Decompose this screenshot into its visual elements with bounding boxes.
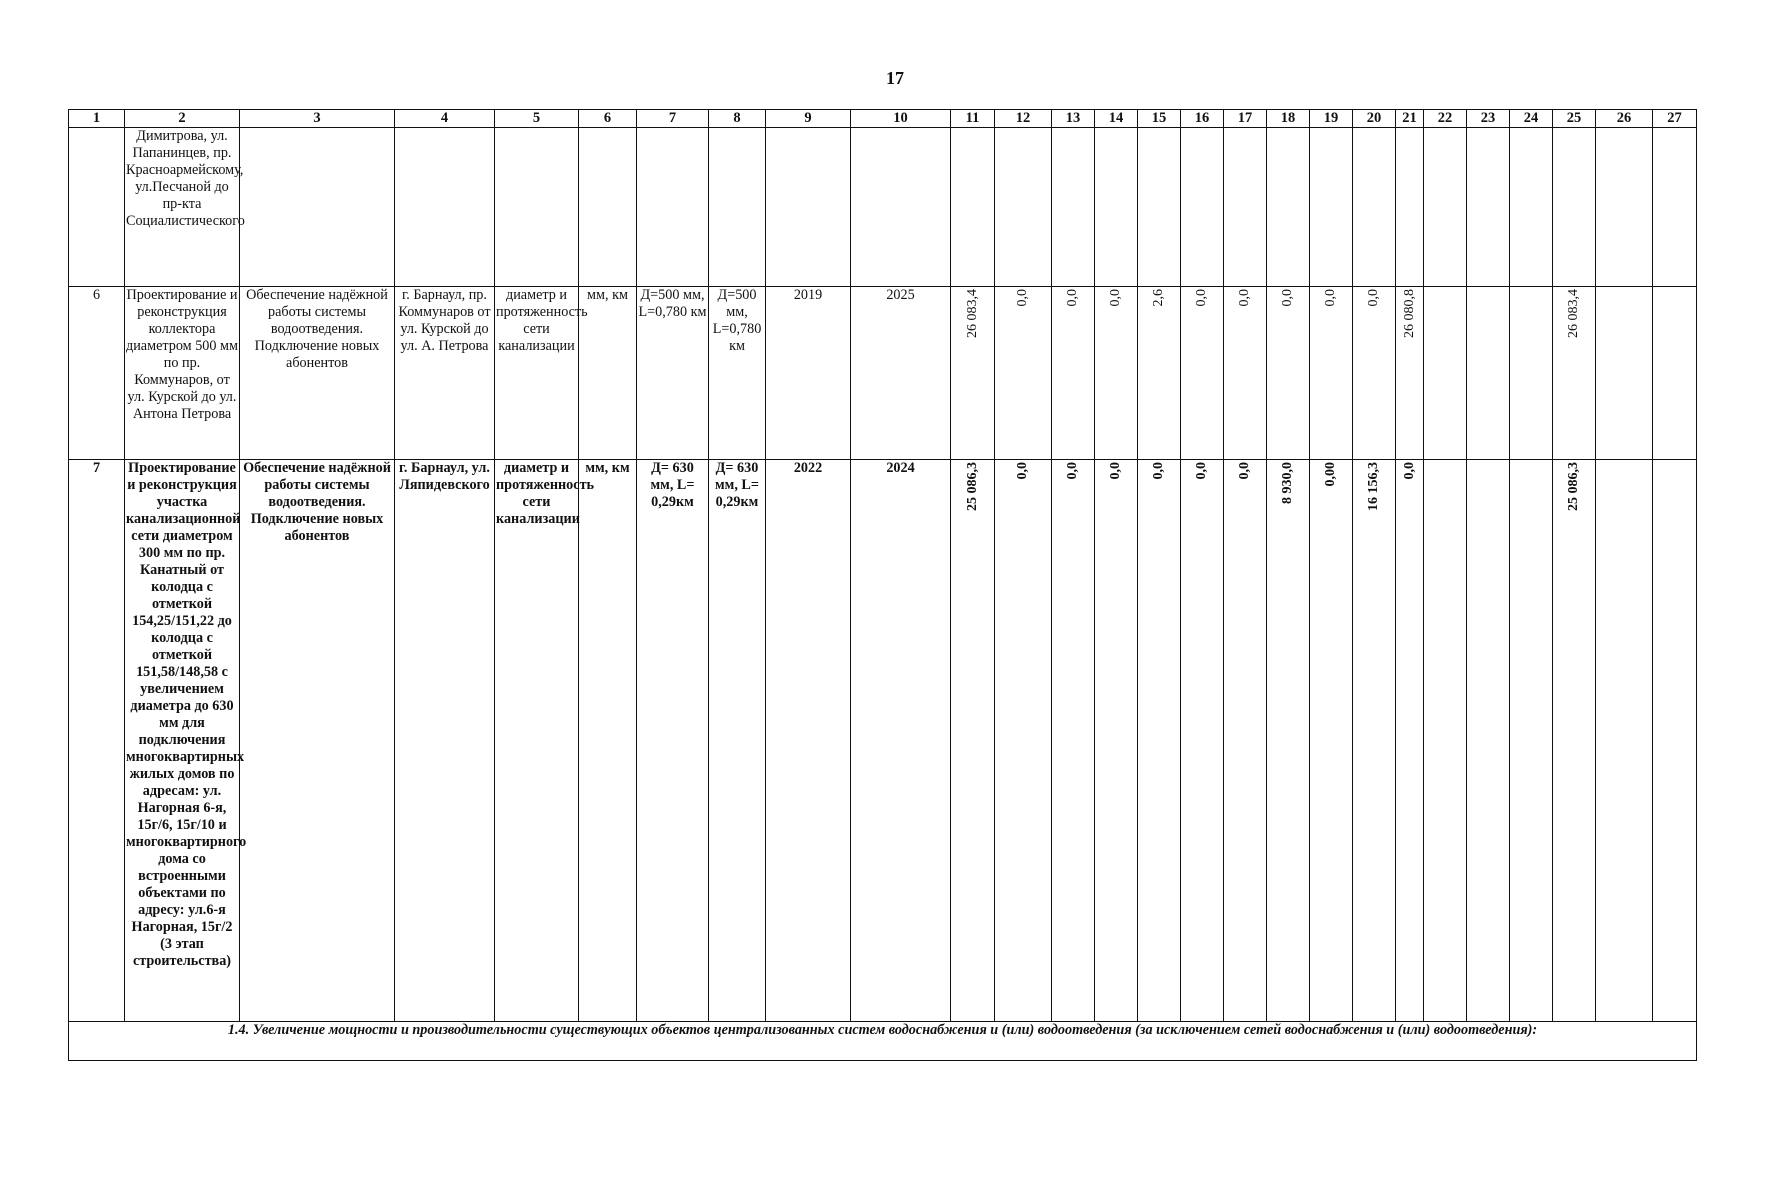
amount-value: 0,0: [1015, 462, 1030, 480]
col-header: 20: [1353, 110, 1396, 128]
col-header: 11: [951, 110, 995, 128]
col-header: 22: [1424, 110, 1467, 128]
amount-value: 0,0: [1065, 289, 1080, 307]
col-header: 26: [1596, 110, 1653, 128]
col-header: 21: [1396, 110, 1424, 128]
cell-amount: [1653, 460, 1697, 1022]
amount-value: 0,0: [1108, 289, 1123, 307]
cell-location: [395, 128, 495, 287]
cell-amount: [1310, 128, 1353, 287]
cell-amount: [1653, 128, 1697, 287]
amount-value: 0,0: [1237, 289, 1252, 307]
cell-amount: [1353, 460, 1396, 1022]
cell-amount: [1353, 287, 1396, 460]
cell-indicator: [495, 128, 579, 287]
amount-value: 25 086,3: [964, 462, 980, 511]
col-header: 4: [395, 110, 495, 128]
cell-amount: [1052, 128, 1095, 287]
amount-value: 0,0: [1108, 462, 1123, 480]
cell-amount: [1267, 460, 1310, 1022]
amount-value: 0,0: [1401, 462, 1417, 480]
cell-number: 6: [69, 287, 125, 460]
amount-value: 0,0: [1323, 289, 1338, 307]
cell-project-name: Проектирование и реконструкция участка канализационной сети диаметром 300 мм по пр. Канатный от колодца с отметкой 154,25/151,22 до колодца с отметкой 151,58/148,58 с увеличением диаметра до 630 мм для подключения многоквартирных жилых домов по адресам: ул. Нагорная 6-я, 15г/6, 15г/10 и многоквартирного дома со встроенными объектами по адресу: ул.6-я Нагорная, 15г/2 (3 этап строительства): [125, 460, 240, 1022]
cell-amount: [1267, 287, 1310, 460]
amount-value: 8 930,0: [1280, 462, 1295, 504]
amount-value: 16 156,3: [1366, 462, 1381, 511]
cell-amount: [1424, 287, 1467, 460]
col-header: 5: [495, 110, 579, 128]
col-header: 27: [1653, 110, 1697, 128]
cell-amount: [1553, 287, 1596, 460]
cell-value-after: Д= 630 мм, L= 0,29км: [709, 460, 766, 1022]
cell-amount: [1353, 128, 1396, 287]
cell-amount: [1510, 287, 1553, 460]
cell-amount: [1396, 287, 1424, 460]
col-header: 9: [766, 110, 851, 128]
cell-end-year: [851, 128, 951, 287]
col-header: 25: [1553, 110, 1596, 128]
amount-value: 0,0: [1151, 462, 1166, 480]
cell-amount: [951, 460, 995, 1022]
col-header: 3: [240, 110, 395, 128]
cell-purpose: [240, 128, 395, 287]
cell-start-year: 2019: [766, 287, 851, 460]
amount-value: 0,0: [1280, 289, 1295, 307]
amount-value: 26 083,4: [1566, 289, 1581, 338]
cell-indicator: диаметр и протяженность сети канализации: [495, 287, 579, 460]
cell-amount: [1138, 128, 1181, 287]
cell-amount: [1181, 287, 1224, 460]
amount-value: 0,0: [1065, 462, 1080, 480]
col-header: 6: [579, 110, 637, 128]
col-header: 7: [637, 110, 709, 128]
cell-amount: [1553, 128, 1596, 287]
amount-value: 26 080,8: [1401, 289, 1417, 338]
cell-amount: [1095, 460, 1138, 1022]
cell-amount: [1224, 460, 1267, 1022]
cell-amount: [995, 460, 1052, 1022]
col-header: 12: [995, 110, 1052, 128]
col-header: 17: [1224, 110, 1267, 128]
section-title: 1.4. Увеличение мощности и производительности существующих объектов централизованных систем водоснабжения и (или) водоотведения (за исключением сетей водоснабжения и (или) водоотведения):: [69, 1022, 1697, 1061]
cell-amount: [1138, 460, 1181, 1022]
investment-table: [68, 109, 1697, 1061]
cell-amount: [1596, 460, 1653, 1022]
cell-unit: мм, км: [579, 460, 637, 1022]
cell-amount: [995, 128, 1052, 287]
cell-amount: [1310, 460, 1353, 1022]
cell-amount: [1424, 128, 1467, 287]
cell-amount: [1052, 287, 1095, 460]
col-header: 15: [1138, 110, 1181, 128]
cell-amount: [1052, 460, 1095, 1022]
col-header: 19: [1310, 110, 1353, 128]
amount-value: 0,0: [1237, 462, 1252, 480]
cell-amount: [1095, 287, 1138, 460]
cell-amount: [1138, 287, 1181, 460]
cell-amount: [1424, 460, 1467, 1022]
col-header: 13: [1052, 110, 1095, 128]
amount-value: 0,0: [1366, 289, 1381, 307]
cell-start-year: [766, 128, 851, 287]
cell-value-after: Д=500 мм, L=0,780 км: [709, 287, 766, 460]
cell-value-after: [709, 128, 766, 287]
col-header: 8: [709, 110, 766, 128]
cell-amount: [1181, 460, 1224, 1022]
cell-amount: [1224, 287, 1267, 460]
col-header: 1: [69, 110, 125, 128]
cell-amount: [1467, 287, 1510, 460]
cell-unit: [579, 128, 637, 287]
table-row: [69, 128, 1697, 287]
cell-location: г. Барнаул, ул. Ляпидевского: [395, 460, 495, 1022]
cell-amount: [1310, 287, 1353, 460]
cell-amount: [1396, 460, 1424, 1022]
cell-location: г. Барнаул, пр. Коммунаров от ул. Курской до ул. А. Петрова: [395, 287, 495, 460]
amount-value: 0,0: [1194, 462, 1209, 480]
section-row: [69, 1022, 1697, 1061]
col-header: 23: [1467, 110, 1510, 128]
cell-indicator: диаметр и протяженность сети канализации: [495, 460, 579, 1022]
amount-value: 25 086,3: [1566, 462, 1581, 511]
cell-value-before: Д=500 мм, L=0,780 км: [637, 287, 709, 460]
amount-value: 0,00: [1323, 462, 1338, 487]
col-header: 24: [1510, 110, 1553, 128]
cell-amount: [951, 287, 995, 460]
cell-number: 7: [69, 460, 125, 1022]
cell-end-year: 2024: [851, 460, 951, 1022]
cell-end-year: 2025: [851, 287, 951, 460]
cell-start-year: 2022: [766, 460, 851, 1022]
table-row: [69, 287, 1697, 460]
col-header: 14: [1095, 110, 1138, 128]
cell-amount: [1095, 128, 1138, 287]
page-number: 17: [886, 68, 904, 88]
cell-amount: [1467, 128, 1510, 287]
cell-amount: [995, 287, 1052, 460]
amount-value: 0,0: [1194, 289, 1209, 307]
cell-amount: [1596, 287, 1653, 460]
cell-value-before: Д= 630 мм, L= 0,29км: [637, 460, 709, 1022]
amount-value: 2,6: [1151, 289, 1166, 307]
cell-amount: [1510, 460, 1553, 1022]
cell-purpose: Обеспечение надёжной работы системы водоотведения. Подключение новых абонентов: [240, 460, 395, 1022]
cell-amount: [1596, 128, 1653, 287]
cell-amount: [1553, 460, 1596, 1022]
cell-purpose: Обеспечение надёжной работы системы водоотведения. Подключение новых абонентов: [240, 287, 395, 460]
cell-project-name: Димитрова, ул. Папанинцев, пр. Красноармейскому, ул.Песчаной до пр-кта Социалистического: [125, 128, 240, 287]
cell-amount: [1396, 128, 1424, 287]
col-header: 18: [1267, 110, 1310, 128]
cell-project-name: Проектирование и реконструкция коллектора диаметром 500 мм по пр. Коммунаров, от ул. Курской до ул. Антона Петрова: [125, 287, 240, 460]
amount-value: 0,0: [1015, 289, 1030, 307]
cell-number: [69, 128, 125, 287]
cell-amount: [1653, 287, 1697, 460]
cell-amount: [1181, 128, 1224, 287]
cell-amount: [1224, 128, 1267, 287]
col-header: 2: [125, 110, 240, 128]
col-header: 10: [851, 110, 951, 128]
cell-amount: [1510, 128, 1553, 287]
header-row: [69, 110, 1697, 128]
amount-value: 26 083,4: [964, 289, 980, 338]
cell-amount: [951, 128, 995, 287]
cell-amount: [1267, 128, 1310, 287]
table-row: [69, 460, 1697, 1022]
cell-unit: мм, км: [579, 287, 637, 460]
col-header: 16: [1181, 110, 1224, 128]
cell-amount: [1467, 460, 1510, 1022]
cell-value-before: [637, 128, 709, 287]
